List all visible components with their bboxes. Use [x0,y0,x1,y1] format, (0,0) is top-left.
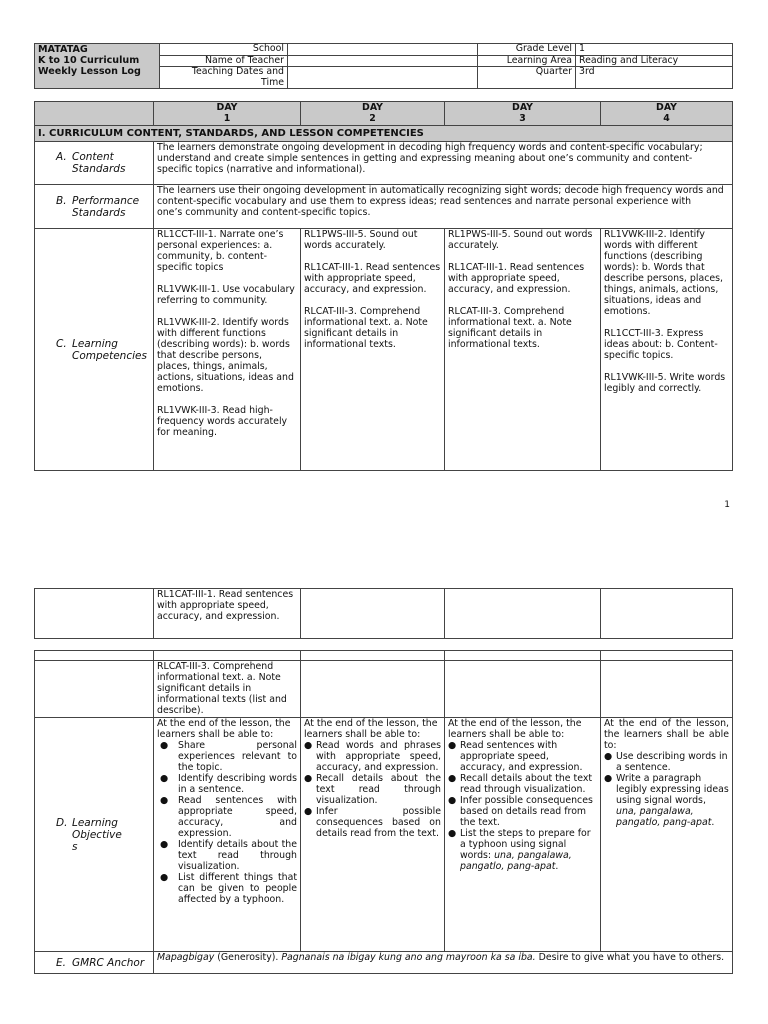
signal-words: una, pangalawa, pangatlo, pang-apat [616,806,712,828]
competency: RL1VWK-III-1. Use vocabulary referring to community. [157,284,295,306]
day-header [154,102,301,126]
bullet-icon: ● [448,740,457,751]
objective-text: List different things that can be given to people affected by a typhoon. [178,872,297,905]
gmrc-english: Desire to give what you have to others. [535,952,725,963]
bullet-icon: ● [160,872,169,883]
bullet-icon: ● [448,828,457,839]
bullet-icon: ● [304,806,313,817]
day-number: 4 [663,113,670,124]
list-item [448,828,597,872]
day-word: DAY [362,102,383,113]
empty-label-cell [35,589,154,639]
list-item [604,751,729,773]
day-number: 3 [519,113,526,124]
row-letter: A. [56,151,67,163]
list-item [160,839,297,872]
day-number: 1 [223,113,231,124]
spacer-cell [35,651,154,661]
empty-cell [601,661,733,718]
brand-block [35,44,160,89]
standards-line: The learners use their ongoing development in automatically recognizing sight words; decode high frequency words and content-specific vocabulary and use them to express ideas; read sentences and narrate personal experience with [157,185,724,207]
lesson-table-continued-2 [34,650,733,974]
competency: RLCAT-III-3. Comprehend informational text. a. Note significant details in informational texts. [448,306,572,350]
standards-line: one’s community and content-specific topics. [157,207,371,218]
list-item [160,795,297,839]
performance-standards-text [154,185,733,229]
list-item [160,740,297,773]
competency: RL1VWK-III-2. Identify words with different functions (describing words): b. words that describe persons, places, things, animals, actions, situations, ideas and emotions. [157,317,294,394]
competencies-day-2 [301,229,445,471]
teacher-field[interactable] [288,55,478,67]
empty-cell [301,589,445,639]
bullet-icon: ● [160,740,169,751]
empty-cell [301,661,445,718]
quarter-label: Quarter [478,67,576,89]
day-word: DAY [216,102,238,113]
dates-field[interactable] [288,67,478,89]
list-item [304,773,441,806]
objective-text: Infer possible consequences based on details read from the text. [316,806,441,839]
competency-continued: RLCAT-III-3. Comprehend informational text. a. Note significant details in informational texts (list and describe). [154,661,301,718]
label-line: Content [72,151,114,163]
list-item [448,740,597,773]
school-label: School [160,44,288,56]
list-item [304,740,441,773]
competency: RL1PWS-III-5. Sound out words accurately. [448,229,593,251]
label-line: Learning [72,816,118,829]
objective-text: Read words and phrases with appropriate speed, accuracy, and expression. [316,740,441,773]
school-field[interactable] [288,44,478,56]
list-item [448,773,597,795]
objective-text: Share personal experiences relevant to the topic. [178,740,297,773]
bullet-icon: ● [160,795,169,806]
objectives-list [448,740,597,872]
label-line: Performance [72,194,140,207]
gmrc-label [35,952,154,974]
day-number: 2 [369,113,376,124]
spacer-cell [601,651,733,661]
objective-text-end: . [711,817,715,828]
dates-label-line: Time [261,76,284,88]
objectives-day-2 [301,718,445,952]
signal-words: una, pangalawa, pangatlo, pang-apat [460,850,572,872]
label-line: s [72,840,78,853]
objectives-list [604,751,729,828]
spacer-cell [154,651,301,661]
competencies-day-4 [601,229,733,471]
objectives-list [304,740,441,839]
content-standards-label [35,142,154,185]
objective-text: Use describing words in a sentence. [616,751,728,773]
competency: RLCAT-III-3. Comprehend informational text. a. Note significant details in informational texts. [304,306,428,350]
day-word: DAY [656,102,677,113]
standards-line: understand and create simple sentences in getting and expressing meaning about one’s community and content- specific topics (narrative and informational). [157,153,693,175]
standards-line: The learners demonstrate ongoing development in decoding high frequency words and content-specific vocabulary; [157,142,703,153]
objectives-list [157,740,297,905]
objective-text: Write a paragraph legibly expressing ideas using signal words, [616,773,729,806]
empty-cell [601,589,733,639]
section-title: I. CURRICULUM CONTENT, STANDARDS, AND LESSON COMPETENCIES [35,126,733,142]
day-header [301,102,445,126]
objective-text: Identify describing words in a sentence. [178,773,297,795]
header-table [34,43,733,89]
competency: RL1CAT-III-1. Read sentences with appropriate speed, accuracy, and expression. [448,262,585,295]
bullet-icon: ● [160,839,169,850]
bullet-icon: ● [448,773,457,784]
list-item [304,806,441,839]
competency: RL1CCT-III-1. Narrate one’s personal experiences: a. community, b. content-specific topics [157,229,284,273]
competency: RL1VWK-III-3. Read high-frequency words accurately for meaning. [157,405,288,438]
lesson-table-continued-1 [34,588,733,639]
objective-text: Read sentences with appropriate speed, accuracy, and expression. [460,740,583,773]
spacer-cell [301,651,445,661]
objective-text: Read sentences with appropriate speed, accuracy, and expression. [178,795,297,839]
row-letter: E. [56,956,66,969]
competency: RL1VWK-III-2. Identify words with different functions (describing words): b. Words that describe persons, places, things, animals, actions, situations, ideas and emotions. [604,229,723,317]
list-item [160,773,297,795]
objectives-intro: At the end of the lesson, the learners shall be able to: [304,718,438,740]
bullet-icon: ● [604,773,613,784]
grade-value[interactable]: 1 [576,44,733,56]
label-line: Competencies [72,349,147,362]
objective-text-end: . [555,861,559,872]
objectives-intro: At the end of the lesson, the learners shall be able to: [157,718,291,740]
area-value[interactable]: Reading and Literacy [576,55,733,67]
objectives-day-1 [154,718,301,952]
objective-text: Recall details about the text read through visualization. [316,773,441,806]
brand-line: Weekly Lesson Log [38,66,141,77]
label-line: Standards [72,163,126,175]
bullet-icon: ● [604,751,613,762]
bullet-icon: ● [160,773,169,784]
label-line: Learning [72,337,118,350]
objective-text: Recall details about the text read through visualization. [460,773,593,795]
page-number: 1 [724,500,730,510]
learning-competencies-label [35,229,154,471]
empty-cell [445,661,601,718]
label-line: Standards [72,206,126,219]
row-letter: B. [56,194,67,207]
competency: RL1PWS-III-5. Sound out words accurately. [304,229,418,251]
row-letter: C. [56,337,67,350]
spacer-cell [445,651,601,661]
teacher-label: Name of Teacher [160,55,288,67]
competencies-day-1 [154,229,301,471]
content-standards-text [154,142,733,185]
learning-objectives-label [35,718,154,952]
label-line: Objective [72,828,122,841]
objective-text: Infer possible consequences based on details read from the text. [460,795,593,828]
list-item [160,872,297,905]
competency: RL1CCT-III-3. Express ideas about: b. Content-specific topics. [604,328,718,361]
competency-continued: RL1CAT-III-1. Read sentences with appropriate speed, accuracy, and expression. [154,589,301,639]
bullet-icon: ● [304,773,313,784]
gmrc-term: Mapagbigay [157,952,215,963]
brand-line: MATATAG [38,44,88,55]
day-header [601,102,733,126]
objectives-day-3 [445,718,601,952]
corner-cell [35,102,154,126]
objective-text: List the steps to prepare for a typhoon using signal words: [460,828,591,861]
brand-line: K to 10 Curriculum [38,55,140,66]
gmrc-tagalog: Pagnanais na ibigay kung ano ang mayroon ka sa iba. [281,952,536,963]
row-letter: D. [56,816,68,829]
area-label: Learning Area [478,55,576,67]
objectives-day-4 [601,718,733,952]
lesson-table-page-1 [34,101,733,471]
quarter-value[interactable]: 3rd [576,67,733,89]
dates-label [160,67,288,89]
objectives-intro: At the end of the lesson, the learners shall be able to: [604,718,729,751]
bullet-icon: ● [304,740,313,751]
grade-label: Grade Level [478,44,576,56]
list-item [448,795,597,828]
empty-cell [445,589,601,639]
performance-standards-label [35,185,154,229]
empty-label-cell [35,661,154,718]
gmrc-term-english: (Generosity). [214,952,282,963]
day-word: DAY [512,102,533,113]
competencies-day-3 [445,229,601,471]
competency: RL1VWK-III-5. Write words legibly and correctly. [604,372,726,394]
competency: RL1CAT-III-1. Read sentences with appropriate speed, accuracy, and expression. [304,262,441,295]
dates-label-line: Teaching Dates and [191,66,284,77]
objective-text: Identify details about the text read through visualization. [178,839,297,872]
label-line: GMRC Anchor [72,956,145,969]
objectives-intro: At the end of the lesson, the learners shall be able to: [448,718,582,740]
day-header [445,102,601,126]
bullet-icon: ● [448,795,457,806]
gmrc-text [154,952,733,974]
list-item [604,773,729,828]
